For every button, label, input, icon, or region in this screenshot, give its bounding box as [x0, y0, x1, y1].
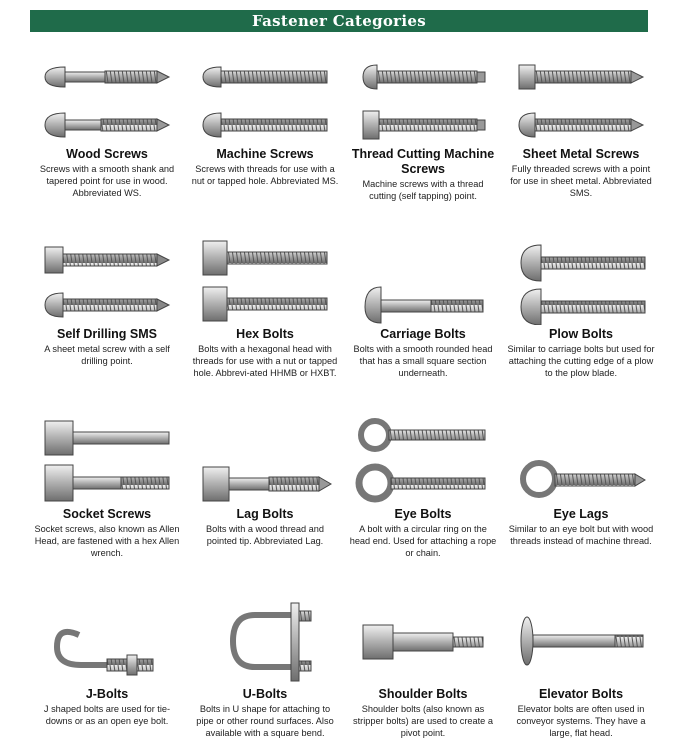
item-title: Elevator Bolts	[538, 687, 624, 701]
item-description: Screws with a smooth shank and tapered point for use in wood. Abbreviated WS.	[39, 164, 175, 198]
u-bolts-card	[188, 595, 342, 739]
item-title: Eye Bolts	[394, 507, 452, 521]
thread-cutting-screw-icon	[353, 55, 493, 145]
item-title: Shoulder Bolts	[378, 687, 468, 701]
machine-screws-card	[188, 55, 342, 187]
wood-screw-icon	[37, 55, 177, 145]
item-title: U-Bolts	[242, 687, 288, 701]
item-description: Similar to an eye bolt but with wood threads instead of machine thread.	[508, 524, 654, 546]
eye-lags-card	[504, 415, 658, 547]
self-drilling-sms-card	[30, 235, 184, 367]
socket-screws-card	[30, 415, 184, 559]
eye-lag-icon	[511, 415, 651, 505]
j-bolt-icon	[37, 595, 177, 685]
item-description: A sheet metal screw with a self drilling point.	[44, 344, 170, 366]
item-description: Fully threaded screws with a point for use in sheet metal. Abbreviated SMS.	[510, 164, 652, 198]
item-title: J-Bolts	[85, 687, 129, 701]
u-bolt-icon	[195, 595, 335, 685]
hex-bolts-card	[188, 235, 342, 379]
item-description: A bolt with a circular ring on the head end. Used for attaching a rope or chain.	[349, 524, 497, 558]
plow-bolt-icon	[511, 235, 651, 325]
item-description: Bolts with a smooth rounded head that has a small square section underneath.	[353, 344, 493, 378]
socket-screw-icon	[37, 415, 177, 505]
item-description: Socket screws, also known as Allen Head, are fastened with a hex Allen wrench.	[34, 524, 180, 558]
item-description: J shaped bolts are used for tie-downs or as an open eye bolt.	[43, 704, 171, 726]
item-title: Plow Bolts	[549, 327, 613, 341]
item-description: Shoulder bolts (also known as stripper bolts) are used to create a pivot point.	[353, 704, 493, 738]
item-title: Carriage Bolts	[380, 327, 466, 341]
item-description: Bolts with a wood thread and pointed tip. Abbreviated Lag.	[206, 524, 324, 546]
item-title: Hex Bolts	[236, 327, 294, 341]
item-description: Elevator bolts are often used in conveyor systems. They have a large, flat head.	[516, 704, 646, 738]
lag-bolts-card	[188, 415, 342, 547]
lag-bolt-icon	[195, 415, 335, 505]
fastener-grid	[30, 40, 660, 745]
plow-bolts-card	[504, 235, 658, 379]
sheet-metal-screws-card	[504, 55, 658, 199]
elevator-bolts-card	[504, 595, 658, 739]
item-title: Sheet Metal Screws	[522, 147, 640, 161]
item-title: Socket Screws	[62, 507, 152, 521]
eye-bolt-icon	[353, 415, 493, 505]
sheet-metal-screw-icon	[511, 55, 651, 145]
shoulder-bolts-card	[346, 595, 500, 739]
item-title: Wood Screws	[66, 147, 148, 161]
carriage-bolt-icon	[353, 235, 493, 325]
item-title: Machine Screws	[216, 147, 314, 161]
shoulder-bolt-icon	[353, 595, 493, 685]
machine-screw-icon	[195, 55, 335, 145]
item-description: Bolts with a hexagonal head with threads for use with a nut or tapped hole. Abbrevi-ated HHMB or HXBT.	[192, 344, 338, 378]
item-description: Bolts in U shape for attaching to pipe or other round surfaces. Also available with a square bend.	[196, 704, 334, 738]
carriage-bolts-card	[346, 235, 500, 379]
eye-bolts-card	[346, 415, 500, 559]
item-title: Self Drilling SMS	[56, 327, 157, 341]
thread-cutting-screws-card	[346, 55, 500, 202]
page-title: Fastener Categories	[30, 10, 648, 32]
j-bolts-card	[30, 595, 184, 727]
wood-screws-card	[30, 55, 184, 199]
elevator-bolt-icon	[511, 595, 651, 685]
item-description: Similar to carriage bolts but used for attaching the cutting edge of a plow to the plow blade.	[507, 344, 655, 378]
item-title: Eye Lags	[553, 507, 609, 521]
item-description: Screws with threads for use with a nut or tapped hole. Abbreviated MS.	[191, 164, 339, 186]
self-drilling-screw-icon	[37, 235, 177, 325]
item-description: Machine screws with a thread cutting (self tapping) point.	[362, 179, 484, 201]
hex-bolt-icon	[195, 235, 335, 325]
item-title: Lag Bolts	[236, 507, 294, 521]
item-title: Thread Cutting Machine Screws	[351, 147, 495, 176]
